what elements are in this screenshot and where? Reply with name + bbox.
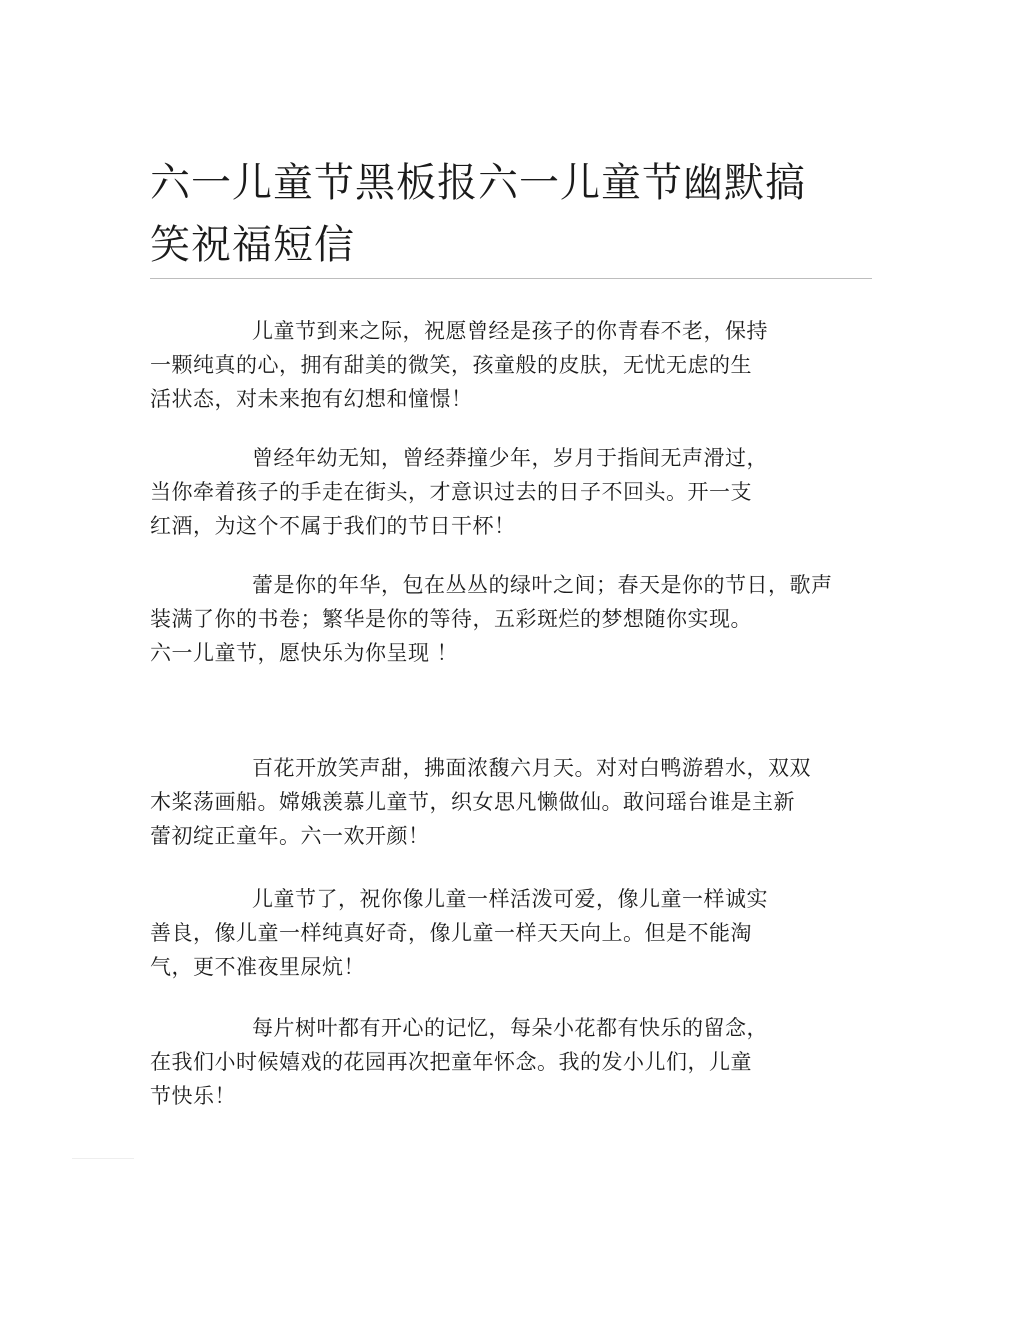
title-line-1: 六一儿童节黑板报六一儿童节幽默搞	[150, 160, 806, 206]
paragraph-line: 一颗纯真的心，拥有甜美的微笑，孩童般的皮肤，无忧无虑的生	[150, 353, 752, 377]
paragraph-1	[150, 314, 768, 416]
paragraph-line: 红酒，为这个不属于我们的节日干杯！	[150, 514, 516, 538]
paragraph-4	[150, 751, 811, 853]
paragraph-line: 气，更不准夜里尿炕！	[150, 955, 365, 979]
paragraph-line: 木桨荡画船。嫦娥羡慕儿童节，织女思凡懒做仙。敢问瑶台谁是主新	[150, 790, 795, 814]
paragraph-line: 百花开放笑声甜，拂面浓馥六月天。对对白鸭游碧水，双双	[252, 756, 811, 780]
paragraph-6	[150, 1011, 768, 1113]
paragraph-2	[150, 441, 768, 543]
title-divider	[150, 278, 872, 279]
paragraph-line: 活状态，对未来抱有幻想和憧憬！	[150, 387, 473, 411]
title-line-2: 笑祝福短信	[150, 222, 355, 268]
paragraph-line: 儿童节了，祝你像儿童一样活泼可爱，像儿童一样诚实	[252, 887, 768, 911]
faint-footer-mark	[72, 1158, 134, 1159]
document-title	[150, 152, 830, 276]
paragraph-line: 在我们小时候嬉戏的花园再次把童年怀念。我的发小儿们，儿童	[150, 1050, 752, 1074]
paragraph-line: 儿童节到来之际，祝愿曾经是孩子的你青春不老，保持	[252, 319, 768, 343]
paragraph-line: 六一儿童节，愿快乐为你呈现 ！	[150, 641, 459, 665]
paragraph-line: 曾经年幼无知，曾经莽撞少年，岁月于指间无声滑过，	[252, 446, 768, 470]
paragraph-3	[150, 568, 833, 670]
paragraph-line: 善良，像儿童一样纯真好奇，像儿童一样天天向上。但是不能淘	[150, 921, 752, 945]
paragraph-line: 节快乐！	[150, 1084, 236, 1108]
paragraph-line: 每片树叶都有开心的记忆，每朵小花都有快乐的留念，	[252, 1016, 768, 1040]
paragraph-5	[150, 882, 768, 984]
paragraph-line: 蕾初绽正童年。六一欢开颜！	[150, 824, 430, 848]
paragraph-line: 蕾是你的年华，包在丛丛的绿叶之间；春天是你的节日，歌声	[252, 573, 833, 597]
paragraph-line: 当你牵着孩子的手走在街头，才意识过去的日子不回头。开一支	[150, 480, 752, 504]
paragraph-line: 装满了你的书卷；繁华是你的等待，五彩斑烂的梦想随你实现。	[150, 607, 752, 631]
